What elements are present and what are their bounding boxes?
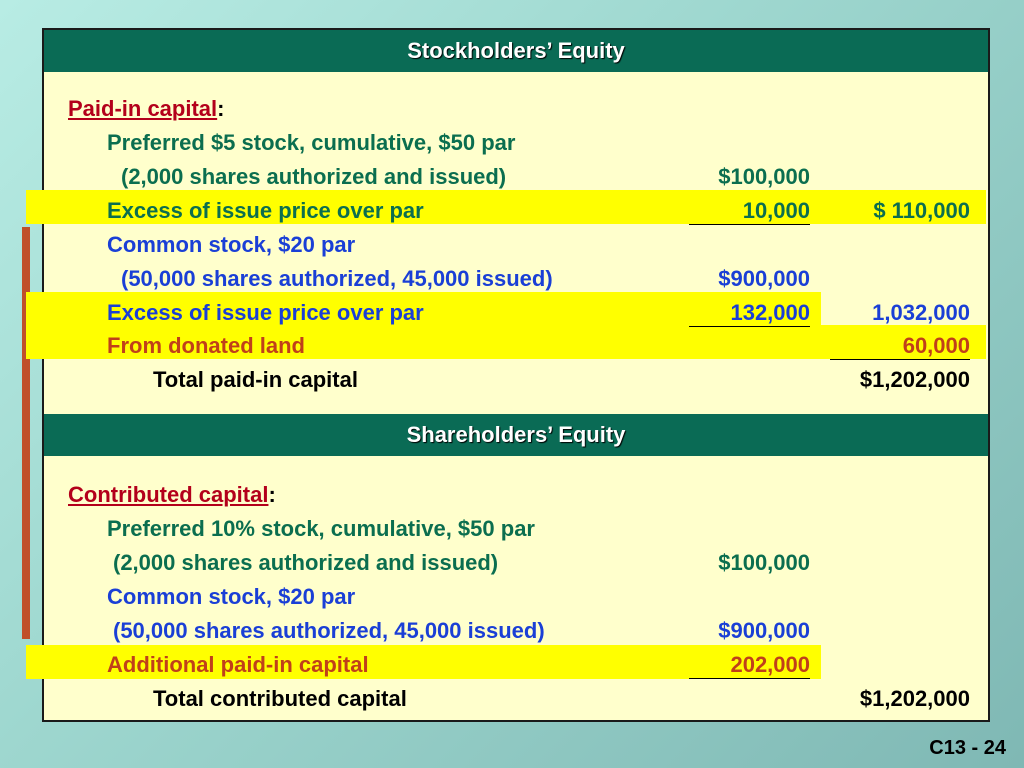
common-excess-amount: 132,000 <box>689 300 810 327</box>
common-stock-shares-2: (50,000 shares authorized, 45,000 issued) <box>113 618 545 643</box>
apic-amount: 202,000 <box>689 652 810 679</box>
stockholders-equity-header <box>44 30 988 72</box>
pref-stock-title-2: Preferred 10% stock, cumulative, $50 par <box>107 516 535 541</box>
pref-stock-amount: $100,000 <box>718 164 810 189</box>
pref-total-amount: $ 110,000 <box>873 198 970 223</box>
total-paid-in-amount: $1,202,000 <box>859 367 970 392</box>
heading-label-2: Contributed capital <box>68 482 269 507</box>
section1-title: Stockholders’ Equity <box>407 38 625 63</box>
apic-label: Additional paid-in capital <box>107 652 369 677</box>
left-accent-bar <box>22 227 30 639</box>
donated-land-label: From donated land <box>107 333 305 358</box>
donated-land-amount: 60,000 <box>830 333 970 360</box>
total-contributed-label: Total contributed capital <box>153 686 407 711</box>
common-stock-shares: (50,000 shares authorized, 45,000 issued) <box>121 266 553 291</box>
slide-number: C13 - 24 <box>929 737 1006 759</box>
total-paid-in-label: Total paid-in capital <box>153 367 358 392</box>
heading-colon-2: : <box>268 482 276 507</box>
pref-excess-label: Excess of issue price over par <box>107 198 424 223</box>
pref-stock-title: Preferred $5 stock, cumulative, $50 par <box>107 130 516 155</box>
heading-label: Paid-in capital <box>68 96 218 121</box>
pref-stock-amount-2: $100,000 <box>718 550 810 575</box>
shareholders-equity-header <box>44 414 988 456</box>
common-stock-title-2: Common stock, $20 par <box>107 584 356 609</box>
pref-excess-amount: 10,000 <box>689 198 810 225</box>
section2-title: Shareholders’ Equity <box>406 422 626 447</box>
total-contributed-amount: $1,202,000 <box>859 686 970 711</box>
common-excess-label: Excess of issue price over par <box>107 300 424 325</box>
pref-stock-shares: (2,000 shares authorized and issued) <box>121 164 507 189</box>
common-stock-amount-2: $900,000 <box>718 618 810 643</box>
common-stock-title: Common stock, $20 par <box>107 232 356 257</box>
common-stock-amount: $900,000 <box>718 266 810 291</box>
heading-colon: : <box>217 96 225 121</box>
paid-in-capital-heading <box>68 96 224 122</box>
equity-panel <box>42 28 990 722</box>
pref-stock-shares-2: (2,000 shares authorized and issued) <box>113 550 499 575</box>
contributed-capital-heading <box>68 482 276 508</box>
common-total-amount: 1,032,000 <box>872 300 970 325</box>
